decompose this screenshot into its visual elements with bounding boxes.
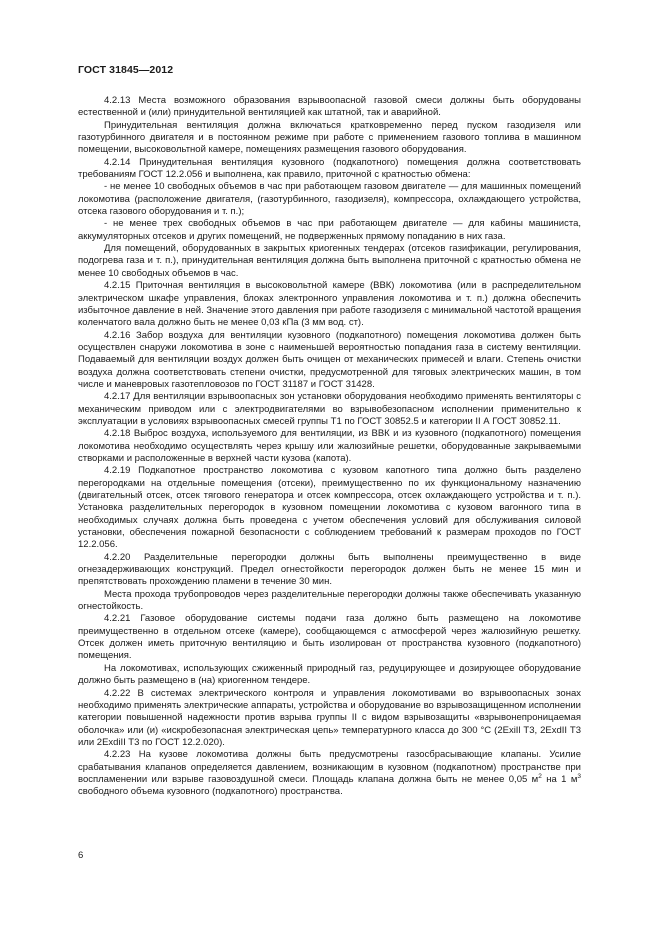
paragraph-4-2-20: 4.2.20 Разделительные перегородки должны быть выполнены преимущественно в виде огнезадерживающих конструкций. Предел огнестойкости перегородок должен быть не менее 15 мин и препятствовать прохождению пламени в течение 30 мин. <box>78 551 581 588</box>
paragraph: Для помещений, оборудованных в закрытых криогенных тендерах (отсеков газификации, регулирования, подогрева газа и т. п.), принудительная вентиляция должна быть выполнена приточной с кратностью обмена не менее 10 свободных объемов в час. <box>78 243 581 279</box>
paragraph-4-2-21: 4.2.21 Газовое оборудование системы подачи газа должно быть размещено на локомотиве преимущественно в отдельном отсеке (камере), сообщающемся с атмосферой через жалюзийную решетку. Отсек должен иметь приточную вентиляцию и быть изолирован от пространства кузовного (подкапотного) помещения. <box>78 613 581 662</box>
list-item: - не менее трех свободных объемов в час при работающем двигателе — для кабины машиниста, аккумуляторных отсеков и других помещений, не подверженных прямому попаданию в них газа. <box>78 218 581 242</box>
paragraph-4-2-16: 4.2.16 Забор воздуха для вентиляции кузовного (подкапотного) помещения локомотива должен быть осуществлен снаружи локомотива в зоне с наименьшей вероятностью попадания газа в систему вентиляции. Подаваемый для вентиляции воздух должен быть очищен от механических примесей и влаги. Степень очистки воздуха должна соответствовать степени очистки, предусмотренной для тяговых электрических машин, в том числе и маневровых газотепловозов по ГОСТ 31187 и ГОСТ 31428. <box>78 329 581 390</box>
paragraph: Принудительная вентиляция должна включаться кратковременно перед пуском газодизеля или газотурбинного двигателя и в постоянном режиме при работе с применением газового топлива в машинном помещении, высоковольтной камере, помещениях размещения газового оборудования. <box>78 119 581 156</box>
paragraph-4-2-18: 4.2.18 Выброс воздуха, используемого для вентиляции, из ВВК и из кузовного (подкапотного) помещения локомотива необходимо осуществлять через крышу или жалюзийные решетки, оборудованные закрываемыми створками и расположенные в верхней части кузова (капота). <box>78 428 581 464</box>
text-fragment: свободного объема кузовного (подкапотного) пространства. <box>78 786 343 798</box>
document-body <box>78 95 581 799</box>
paragraph-4-2-23 <box>78 749 581 798</box>
paragraph: Места прохода трубопроводов через разделительные перегородки должны также обеспечивать указанную огнестойкость. <box>78 588 581 613</box>
paragraph-4-2-15: 4.2.15 Приточная вентиляция в высоковольтной камере (ВВК) локомотива (или в распределительном электрическом шкафе управления, блоках электронного управления локомотива и т. п.) должна обеспечить избыточное давление в ней. Значение этого давления при работе газодизеля с минимальной частотой вращения коленчатого вала должно быть не менее 0,03 кПа (3 мм вод. ст). <box>78 280 581 329</box>
page-number: 6 <box>78 850 84 861</box>
paragraph-4-2-23-text: 4.2.23 На кузове локомотива должны быть предусмотрены газосбрасывающие клапаны. Усилие срабатывания клапанов определяется давлением, возникающим в кузовном (подкапотном) пространстве при воспламенении или взрыве газовоздушной смеси. Площадь клапана должна быть не менее 0,05 м <box>78 749 581 785</box>
paragraph: На локомотивах, использующих сжиженный природный газ, редуцирующее и дозирующее оборудование должно быть размещено в (на) криогенном тендере. <box>78 662 581 687</box>
paragraph-4-2-19: 4.2.19 Подкапотное пространство локомотива с кузовом капотного типа должно быть разделено перегородками на отдельные помещения (отсеки), преимущественно по их функциональному назначению (двигательный отсек, отсек тягового генератора и отсек компрессора, отсек охлаждающего устройства и т. п.). Установка разделительных перегородок в кузовном помещении локомотива с кузовом вагонного типа в необходимых случаях должна быть проведена с учетом обеспечения условий для обслуживания силовой установки, обеспечения пожарной безопасности с соблюдением требований к размерам проходов по ГОСТ 12.2.056. <box>78 465 581 551</box>
paragraph-4-2-14: 4.2.14 Принудительная вентиляция кузовного (подкапотного) помещения должна соответствовать требованиям ГОСТ 12.2.056 и выполнена, как правило, приточной с кратностью обмена: <box>78 156 581 181</box>
superscript-2: 2 <box>538 772 542 780</box>
paragraph-4-2-13: 4.2.13 Места возможного образования взрывоопасной газовой смеси должны быть оборудованы естественной и (или) принудительной вентиляцией как штатной, так и аварийной. <box>78 95 581 119</box>
document-header: ГОСТ 31845—2012 <box>78 64 174 76</box>
paragraph-4-2-17: 4.2.17 Для вентиляции взрывоопасных зон установки оборудования необходимо применять вентиляторы с механическим приводом или с электродвигателями во взрывобезопасном исполнении применительно к эксплуатации в условиях взрывоопасных смесей группы Т1 по ГОСТ 30852.5 и категории II А ГОСТ 30852.11. <box>78 391 581 427</box>
paragraph-4-2-22: 4.2.22 В системах электрического контроля и управления локомотивами во взрывоопасных зонах необходимо применять электрические аппараты, устройства и оборудование во взрывозащищенном исполнении категории повышенной надежности против взрыва группы II с видом взрывозащиты «взрывонепроницаемая оболочка» или (и) «искробезопасная электрическая цепь» температурного класса до 300 °С (2ExiIl T3, 2ExdII T3 или 2ExdiII T3 по ГОСТ 12.2.020). <box>78 687 581 748</box>
list-item: - не менее 10 свободных объемов в час при работающем газовом двигателе — для машинных помещений локомотива (расположение двигателя, (газотурбинного, газодизеля), компрессора, охлаждающего устройства, отсека газового оборудования и т. п.); <box>78 181 581 218</box>
superscript-3: 3 <box>577 772 582 780</box>
text-fragment: на 1 м <box>541 773 578 785</box>
